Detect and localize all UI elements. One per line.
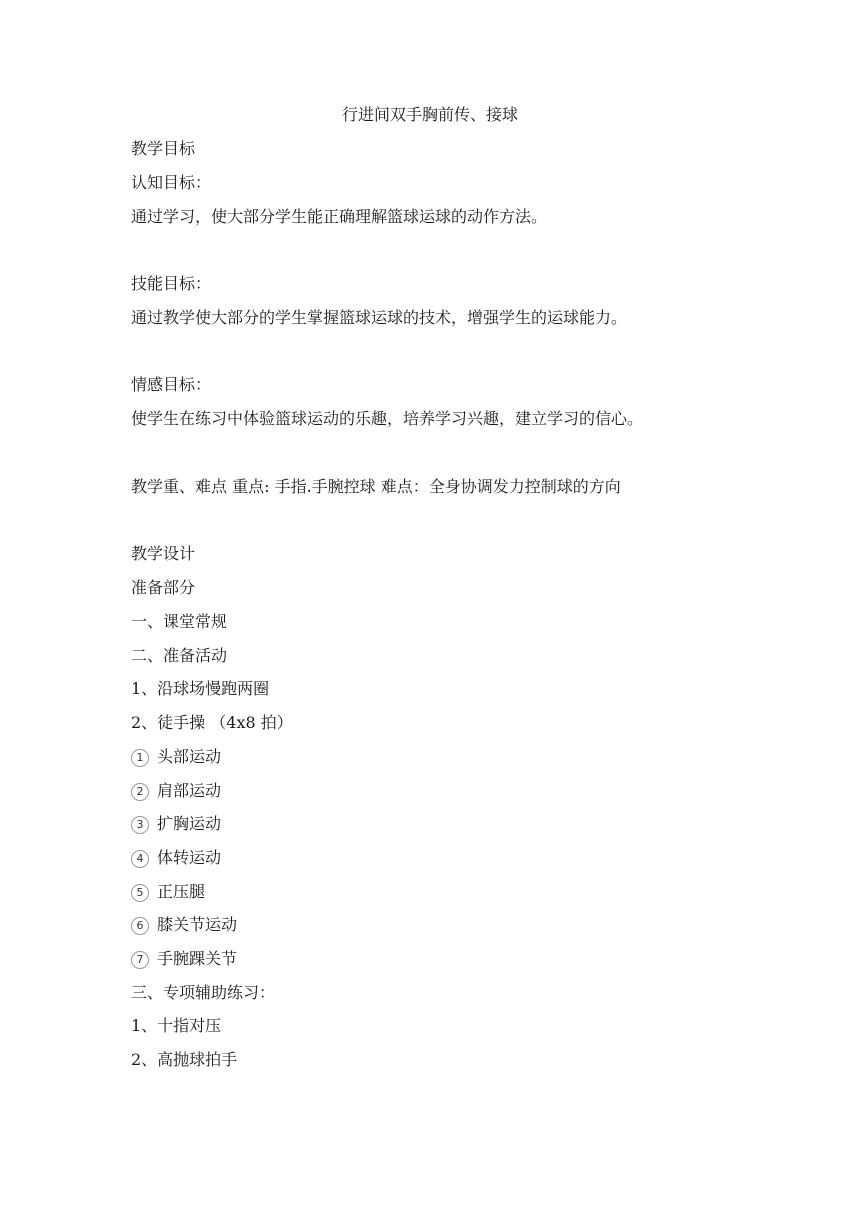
exercise-item — [131, 881, 205, 903]
cognitive-objective-label: 认知目标： — [131, 173, 212, 192]
exercise-item — [131, 847, 221, 869]
prep-section-heading: 准备部分 — [131, 578, 196, 597]
exercise-item — [131, 914, 237, 936]
sub-item-toss-clap: 2、高抛球拍手 — [131, 1050, 238, 1069]
circled-number: 4 — [131, 850, 149, 868]
objectives-heading: 教学目标 — [131, 139, 196, 158]
exercise-item — [131, 780, 221, 802]
exercise-label: 扩胸运动 — [157, 814, 222, 833]
circled-number: 6 — [131, 917, 149, 935]
exercise-label: 正压腿 — [157, 882, 206, 901]
exercise-label: 体转运动 — [157, 848, 222, 867]
sub-item-jog: 1、沿球场慢跑两圈 — [131, 679, 270, 698]
exercise-label: 膝关节运动 — [157, 915, 238, 934]
exercise-label: 手腕踝关节 — [157, 949, 238, 968]
key-difficult-points: 教学重、难点 重点: 手指.手腕控球 难点：全身协调发力控制球的方向 — [131, 477, 621, 496]
exercise-label: 头部运动 — [157, 747, 222, 766]
circled-number: 3 — [131, 816, 149, 834]
design-heading: 教学设计 — [131, 544, 196, 563]
circled-number: 5 — [131, 884, 149, 902]
circled-number: 7 — [131, 951, 149, 969]
list-item-routine: 一、课堂常规 — [131, 612, 228, 631]
exercise-item — [131, 746, 221, 768]
list-item-warmup: 二、准备活动 — [131, 646, 228, 665]
exercise-label: 肩部运动 — [157, 781, 222, 800]
skill-objective-label: 技能目标： — [131, 274, 212, 293]
circled-number: 2 — [131, 783, 149, 801]
list-item-special-drills: 三、专项辅助练习： — [131, 983, 276, 1002]
cognitive-objective-text: 通过学习，使大部分学生能正确理解篮球运球的动作方法。 — [131, 207, 548, 226]
skill-objective-text: 通过教学使大部分的学生掌握篮球运球的技术，增强学生的运球能力。 — [131, 308, 628, 327]
affective-objective-label: 情感目标： — [131, 375, 212, 394]
circled-number: 1 — [131, 749, 149, 767]
sub-item-finger-press: 1、十指对压 — [131, 1016, 222, 1035]
document-title: 行进间双手胸前传、接球 — [341, 105, 518, 124]
exercise-item — [131, 813, 221, 835]
exercise-item — [131, 948, 237, 970]
affective-objective-text: 使学生在练习中体验篮球运动的乐趣，培养学习兴趣，建立学习的信心。 — [131, 409, 644, 428]
sub-item-calisthenics: 2、徒手操 （4x8 拍） — [131, 713, 293, 732]
